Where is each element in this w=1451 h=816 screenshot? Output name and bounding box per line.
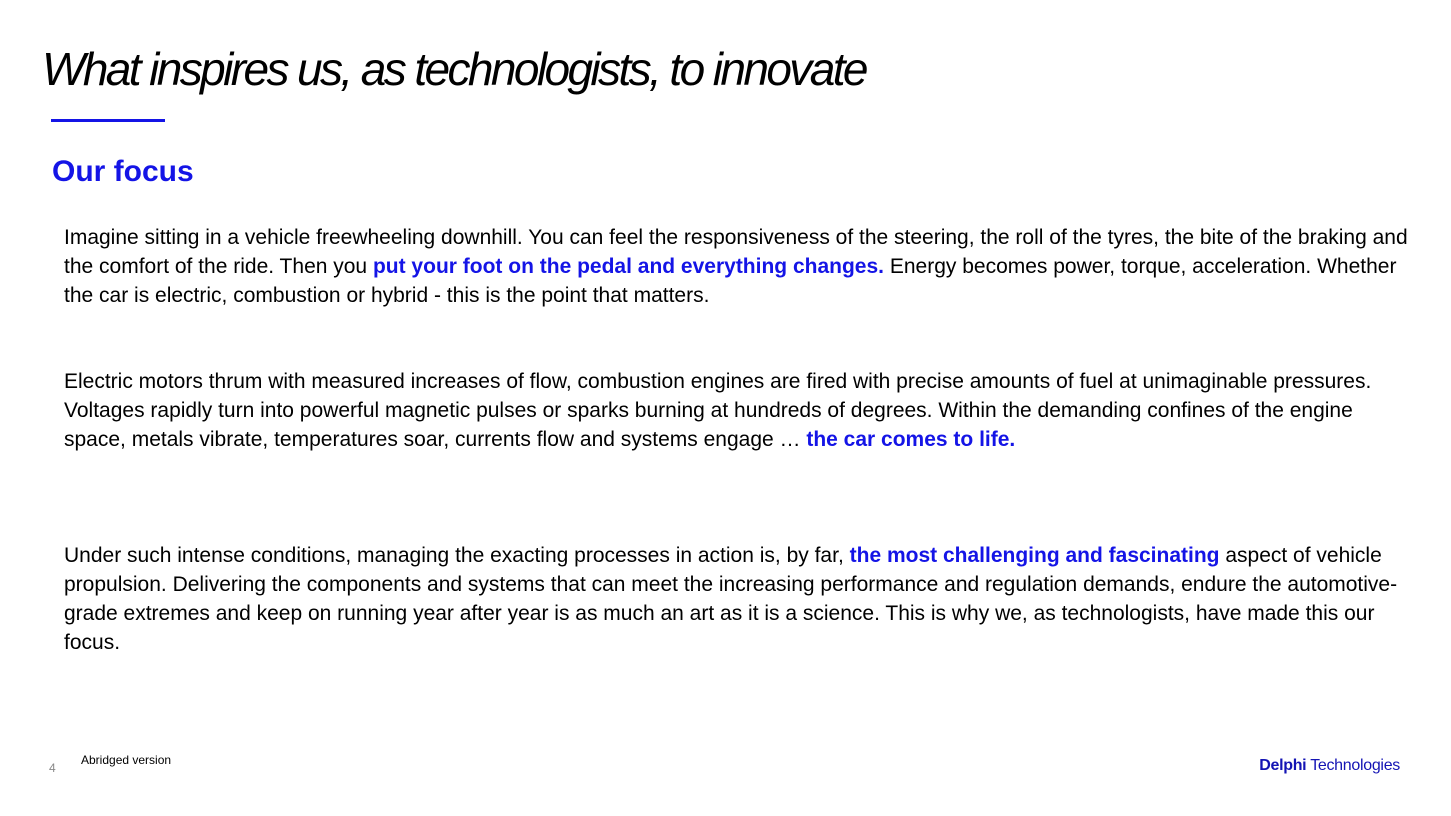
paragraph-1-text-after: Energy becomes power, torque, acceleration. Whether the car is electric, combustion or hybrid - this is the point that matters. — [64, 255, 1397, 307]
paragraph-1-highlight: put your foot on the pedal and everything changes. — [372, 255, 884, 278]
paragraph-2-text-before: Electric motors thrum with measured increases of flow, combustion engines are fired with precise amounts of fuel at unimaginable pressures. Voltages rapidly turn into powerful magnetic pulses or sparks burning at hundreds of degrees. Within the demanding confines of the engine space, metals vibrate, temperatures soar, currents flow and systems engage … — [64, 370, 1372, 451]
page-number: 4 — [49, 761, 56, 775]
title-underline — [51, 119, 165, 122]
paragraph-3-highlight: the most challenging and fascinating — [849, 544, 1220, 567]
paragraph-1 — [64, 223, 1414, 310]
section-heading: Our focus — [52, 155, 194, 188]
delphi-technologies-logo — [1259, 757, 1400, 775]
paragraph-2-highlight: the car comes to life. — [806, 428, 1016, 451]
logo-brand-strong: Delphi — [1259, 757, 1307, 774]
paragraph-1-text-before: Imagine sitting in a vehicle freewheeling downhill. You can feel the responsiveness of the steering, the roll of the tyres, the bite of the braking and the comfort of the ride. Then you — [64, 226, 1408, 278]
paragraph-3-text-before: Under such intense conditions, managing the exacting processes in action is, by far, — [64, 544, 850, 567]
paragraph-3 — [64, 541, 1414, 657]
logo-brand-light: Technologies — [1310, 757, 1400, 774]
slide-title: What inspires us, as technologists, to innovate — [42, 43, 866, 95]
paragraph-3-text-after: aspect of vehicle propulsion. Delivering the components and systems that can meet the increasing performance and regulation demands, endure the automotive-grade extremes and keep on running year after year is as much an art as it is a science. This is why we, as technologists, have made this our focus. — [64, 544, 1398, 654]
footnote: Abridged version — [81, 753, 172, 767]
paragraph-2 — [64, 367, 1414, 454]
